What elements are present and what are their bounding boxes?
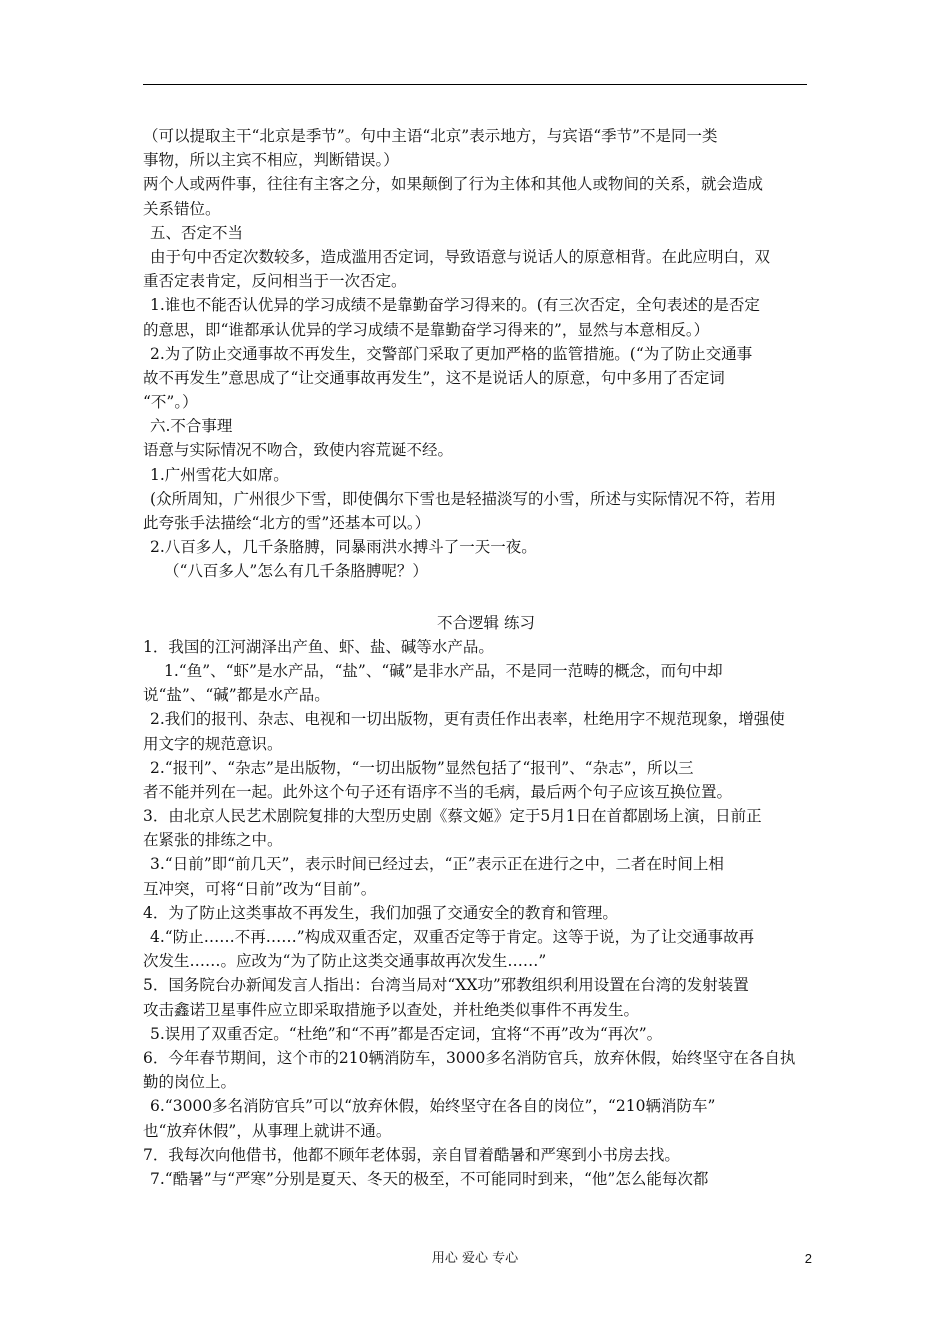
section-heading-unreasonable: 六.不合事理 [150, 417, 233, 436]
paragraph-line: 关系错位。 [143, 199, 221, 218]
answer-line: 互冲突，可将“日前”改为“目前”。 [143, 879, 377, 898]
paragraph-line: “不”。） [143, 393, 198, 412]
paragraph-line: 事物，所以主宾不相应，判断错误。） [143, 151, 399, 170]
answer-line: 1.“鱼”、“虾”是水产品，“盐”、“碱”是非水产品，不是同一范畴的概念，而句中却 [164, 661, 723, 680]
header-rule [143, 84, 807, 85]
exercise-line: 7．我每次向他借书，他都不顾年老体弱，亲自冒着酷暑和严寒到小书房去找。 [143, 1145, 680, 1164]
exercise-line: 2.我们的报刊、杂志、电视和一切出版物，更有责任作出表率，杜绝用字不规范现象，增强使 [150, 710, 785, 729]
example-line: 2.八百多人，几千条胳膊，同暴雨洪水搏斗了一天一夜。 [150, 538, 537, 557]
answer-line: 也“放弃休假”，从事理上就讲不通。 [143, 1121, 392, 1140]
answer-line: 次发生……。应改为“为了防止这类交通事故再次发生……” [143, 952, 547, 971]
paragraph-line: 的意思，即“谁都承认优异的学习成绩不是靠勤奋学习得来的”，显然与本意相反。） [143, 320, 710, 339]
section-spacer [143, 584, 809, 611]
answer-line: 5.误用了双重否定。“杜绝”和“不再”都是否定词，宜将“不再”改为“再次”。 [150, 1024, 663, 1043]
example-line: 1.谁也不能否认优异的学习成绩不是靠勤奋学习得来的。(有三次否定，全句表述的是否定 [150, 296, 760, 315]
exercise-line: 5．国务院台办新闻发言人指出：台湾当局对“XX功”邪教组织利用设置在台湾的发射装置 [143, 976, 749, 995]
section-title: 不合逻辑 练习 [437, 613, 535, 632]
exercise-line: 攻击鑫诺卫星事件应立即采取措施予以查处，并杜绝类似事件不再发生。 [143, 1000, 640, 1019]
paragraph-line: 两个人或两件事，往往有主客之分，如果颠倒了行为主体和其他人或物间的关系，就会造成 [143, 175, 764, 194]
section-heading-negation: 五、否定不当 [150, 223, 244, 242]
paragraph-line: （可以提取主干“北京是季节”。句中主语“北京”表示地方，与宾语“季节”不是同一类 [143, 127, 718, 145]
footer-slogan: 用心 爱心 专心 [431, 1251, 519, 1266]
answer-line: 4.“防止……不再……”构成双重否定，双重否定等于肯定。这等于说，为了让交通事故再 [150, 928, 755, 946]
paragraph-line: 语意与实际情况不吻合，致使内容荒诞不经。 [143, 441, 454, 460]
exercise-line: 4．为了防止这类事故不再发生，我们加强了交通安全的教育和管理。 [143, 903, 618, 922]
exercise-line: 6．今年春节期间，这个市的210辆消防车，3000多名消防官兵，放弃休假，始终坚守在各自执 [143, 1048, 796, 1067]
exercise-line: 1．我国的江河湖泽出产鱼、虾、盐、碱等水产品。 [143, 637, 494, 656]
paragraph-line: 故不再发生”意思成了“让交通事故再发生”，这不是说话人的原意，句中多用了否定词 [143, 368, 725, 387]
answer-line: 说“盐”、“碱”都是水产品。 [143, 686, 330, 705]
answer-line: 者不能并列在一起。此外这个句子还有语序不当的毛病，最后两个句子应该互换位置。 [143, 782, 733, 801]
exercise-line: 3．由北京人民艺术剧院复排的大型历史剧《蔡文姬》定于5月1日在首都剧场上演，日前正 [143, 807, 762, 826]
answer-line: 2.“报刊”、“杂志”是出版物，“一切出版物”显然包括了“报刊”、“杂志”，所以三 [150, 758, 694, 777]
paragraph-line: 重否定表肯定，反问相当于一次否定。 [143, 272, 407, 291]
paragraph-line: （“八百多人”怎么有几千条胳膊呢？） [164, 562, 428, 581]
exercise-line: 在紧张的排练之中。 [143, 831, 283, 850]
paragraph-line: 由于句中否定次数较多，造成滥用否定词，导致语意与说话人的原意相背。在此应明白，双 [150, 247, 771, 266]
paragraph-line: 此夸张手法描绘“北方的雪”还基本可以。） [143, 514, 431, 532]
answer-line: 6.“3000多名消防官兵”可以“放弃休假，始终坚守在各自的岗位”，“210辆消防车” [150, 1097, 716, 1116]
exercise-line: 勤的岗位上。 [143, 1073, 237, 1092]
page-number: 2 [804, 1251, 812, 1266]
answer-line: 7.“酷暑”与“严寒”分别是夏天、冬天的极至，不可能同时到来，“他”怎么能每次都 [150, 1169, 709, 1188]
answer-line: 3.“日前”即“前几天”，表示时间已经过去，“正”表示正在进行之中，二者在时间上相 [150, 855, 724, 874]
exercise-line: 用文字的规范意识。 [143, 734, 283, 753]
paragraph-line: (众所周知，广州很少下雪，即使偶尔下雪也是轻描淡写的小雪，所述与实际情况不符，若用 [150, 489, 777, 508]
example-line: 2.为了防止交通事故不再发生，交警部门采取了更加严格的监管措施。(“为了防止交通事 [150, 344, 753, 363]
example-line: 1.广州雪花大如席。 [150, 465, 289, 484]
document-body [143, 124, 809, 1191]
